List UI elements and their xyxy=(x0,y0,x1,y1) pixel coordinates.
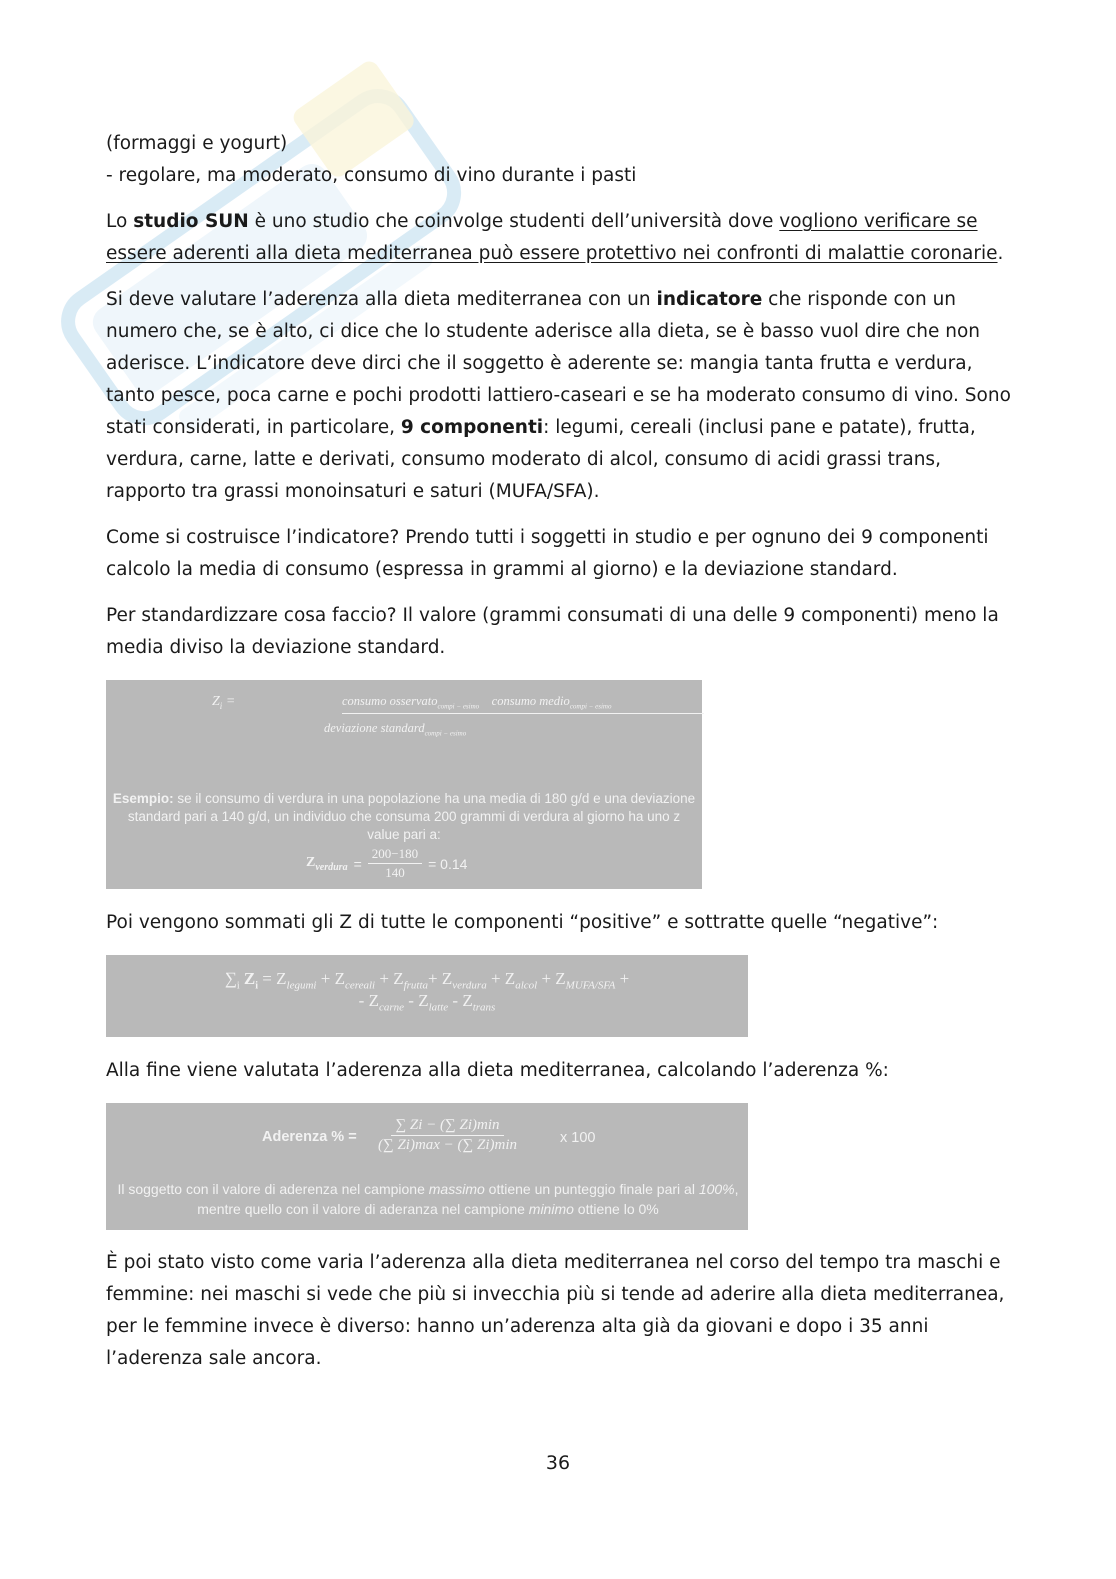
paragraph-aderenza: Alla fine viene valutata l’aderenza alla dieta mediterranea, calcolando l’aderenza %: xyxy=(106,1060,889,1081)
z-verdura-example: $Z_{verdura}$ = $\frac{200-180}{140}$ = 0.14 xyxy=(306,846,468,880)
text-line: (formaggi e yogurt) xyxy=(106,133,288,154)
document-body-4 xyxy=(106,1247,1016,1375)
aderenza-label: Aderenza % = xyxy=(262,1129,357,1145)
z-sum-formula-figure xyxy=(106,955,748,1037)
aderenza-fraction: ∑ Zi − (∑ Zi)min (∑ Zi)max − (∑ Zi)min xyxy=(378,1117,517,1153)
z-formula: $Z_i$ = xyxy=(212,694,236,711)
paragraph-studio-sun: Lo studio SUN è uno studio che coinvolge studenti dell’università dove vogliono verificare se essere aderenti alla dieta mediterranea può essere protettivo nei confronti di malattie coronarie. xyxy=(106,211,1004,264)
document-body-3 xyxy=(106,1055,1016,1087)
text-line: - regolare, ma moderato, consumo di vino durante i pasti xyxy=(106,165,637,186)
document-body xyxy=(106,128,1016,664)
z-sum-line1: $\sum_i$ $Z_i = Z_{legumi} + Z_{cereali} + Z_{frutta}+ Z_{verdura} + Z_{alcol} + Z_{MUFA/SFA}$ + xyxy=(224,969,630,992)
paragraph-indicatore: Si deve valutare l’aderenza alla dieta mediterranea con un indicatore che risponde con un numero che, se è alto, ci dice che lo studente aderisce alla dieta, se è basso vuol dire che non aderisce. L’indicatore deve dirci che il soggetto è aderente se: mangia tanta frutta e verdura, tanto pesce, poca carne e pochi prodotti lattiero-caseari e se ha moderato consumo di vino. Sono stati considerati, in particolare, 9 componenti: legumi, cereali (inclusi pane e patate), frutta, verdura, carne, latte e derivati, consumo moderato di alcol, consumo di acidi grassi trans, rapporto tra grassi monoinsaturi e saturi (MUFA/SFA). xyxy=(106,289,1011,502)
aderenza-note: Il soggetto con il valore di aderenza nel campione massimo ottiene un punteggio finale pari al 100%, mentre quello con il valore di aderanza nel campione minimo ottiene lo 0% xyxy=(117,1181,739,1217)
z-sum-line2: - $Z_{carne} - Z_{latte} - Z_{trans}$ xyxy=(358,991,496,1014)
z-formula-denominator: deviazione standard$_{compi - esimo}$ xyxy=(324,721,467,738)
aderenza-formula-figure xyxy=(106,1103,748,1230)
z-score-formula-figure xyxy=(106,680,702,889)
document-body-2 xyxy=(106,907,1016,939)
example-note: Esempio: se il consumo di verdura in una popolazione ha una media di 180 g/d e una deviazione standard pari a 140 g/d, un individuo che consuma 200 grammi di verdura al giorno ha uno z value pari a: xyxy=(112,791,696,842)
aderenza-multiplier: x 100 xyxy=(560,1130,596,1146)
paragraph-standardizzazione: Per standardizzare cosa faccio? Il valore (grammi consumati di una delle 9 componenti) meno la media diviso la deviazione standard. xyxy=(106,605,999,658)
z-formula-numerator: consumo osservato$_{compi - esimo}$ consumo medio$_{compi - esimo}$ xyxy=(342,694,704,714)
paragraph-somma: Poi vengono sommati gli Z di tutte le componenti “positive” e sottratte quelle “negative”: xyxy=(106,912,939,933)
paragraph-costruzione: Come si costruisce l’indicatore? Prendo tutti i soggetti in studio e per ognuno dei 9 componenti calcolo la media di consumo (espressa in grammi al giorno) e la deviazione standard. xyxy=(106,527,989,580)
page-number: 36 xyxy=(545,1452,571,1474)
paragraph-maschi-femmine: È poi stato visto come varia l’aderenza alla dieta mediterranea nel corso del tempo tra maschi e femmine: nei maschi si vede che più si invecchia più si tende ad aderire alla dieta mediterranea, per le femmine invece è diverso: hanno un’aderenza alta già da giovani e dopo i 35 anni l’aderenza sale ancora. xyxy=(106,1252,1005,1369)
